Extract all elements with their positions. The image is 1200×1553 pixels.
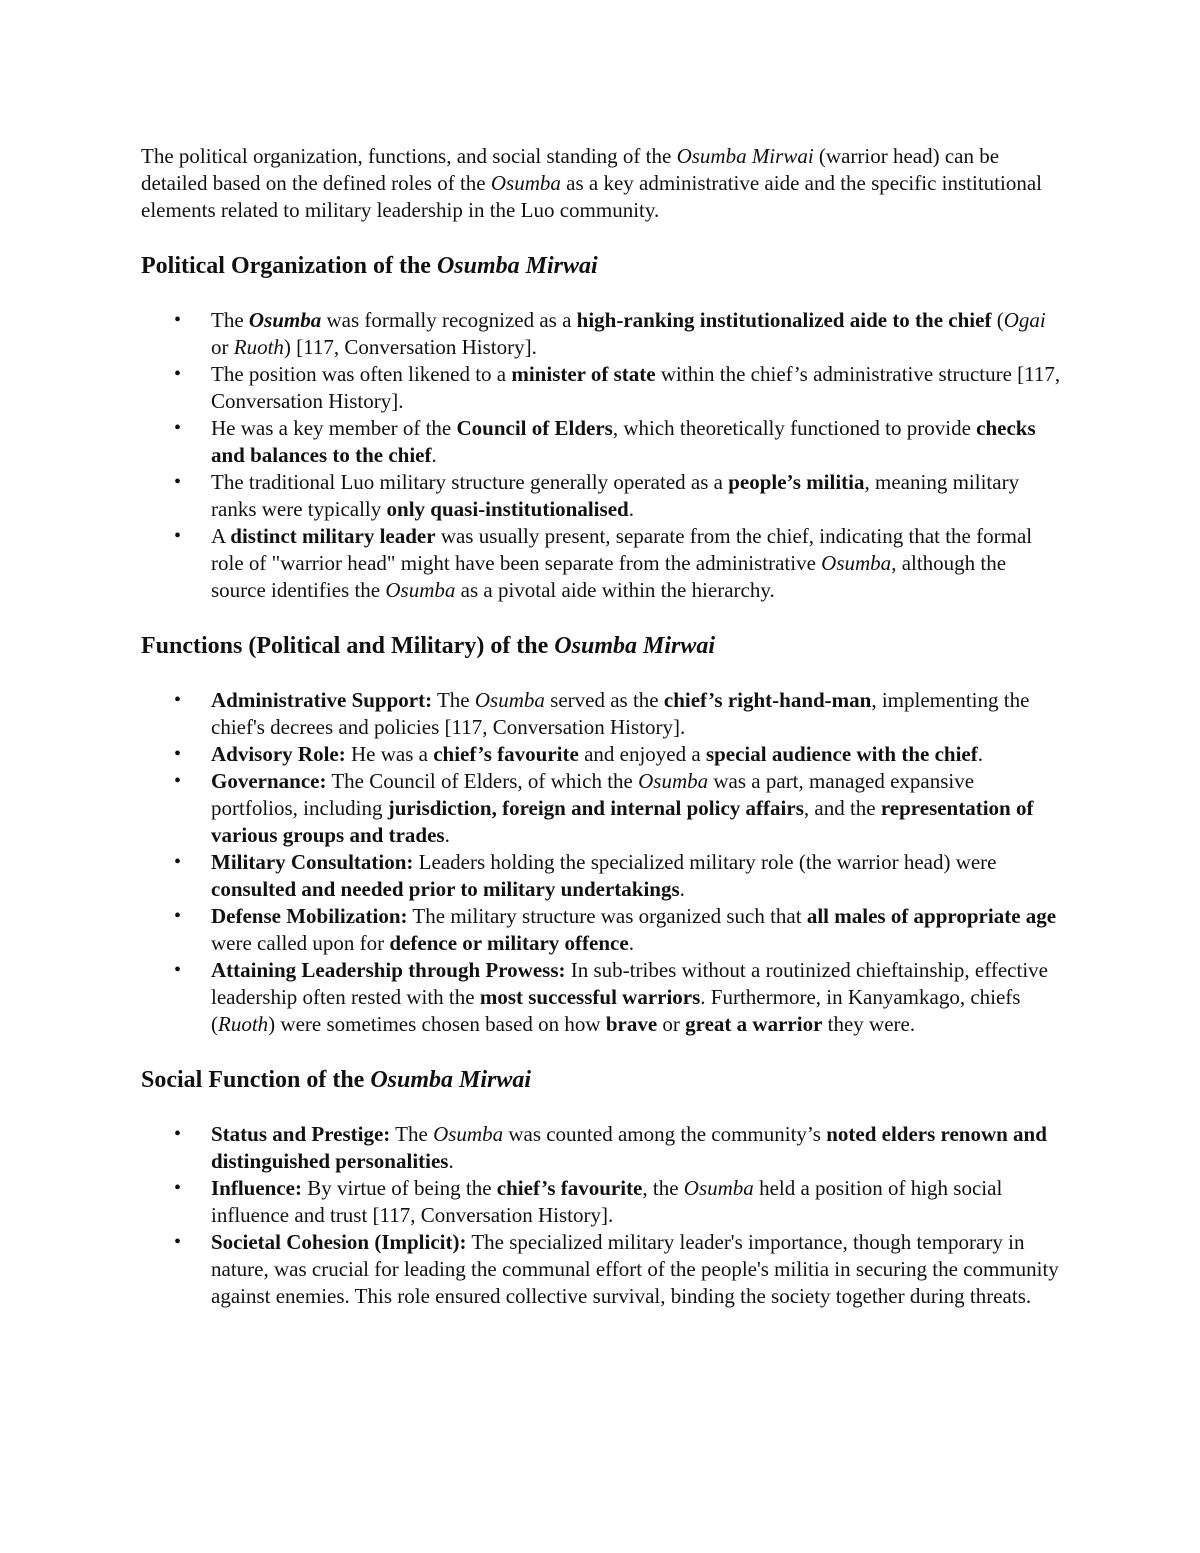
list-item: • Governance: The Council of Elders, of which the Osumba was a part, managed expansive portfolios, including jurisdiction, foreign and internal policy affairs, and the representation of various groups and trades. xyxy=(174,769,1034,847)
bullet-icon: • xyxy=(174,1231,182,1253)
list-item: • He was a key member of the Council of Elders, which theoretically functioned to provide checks and balances to the chief. xyxy=(174,416,1036,467)
bullet-icon: • xyxy=(174,1123,182,1145)
bullet-icon: • xyxy=(174,363,182,385)
bullet-icon: • xyxy=(174,851,182,873)
list-item: • Societal Cohesion (Implicit): The specialized military leader's importance, though temporary in nature, was crucial for leading the communal effort of the people's militia in securing the community against enemies. This role ensured collective survival, binding the society together during threats. xyxy=(174,1230,1059,1308)
bullet-icon: • xyxy=(174,309,182,331)
document-body xyxy=(141,143,1066,1310)
list-item: • The traditional Luo military structure generally operated as a people’s militia, meaning military ranks were typically only quasi-institutionalised. xyxy=(174,470,1020,521)
list-item: • Influence: By virtue of being the chief’s favourite, the Osumba held a position of high social influence and trust [117, Conversation History]. xyxy=(174,1176,1003,1227)
list-item: • The Osumba was formally recognized as a high-ranking institutionalized aide to the chief (Ogai or Ruoth) [117, Conversation History]. xyxy=(174,308,1046,359)
bullet-icon: • xyxy=(174,770,182,792)
section-heading-political-organization: Political Organization of the Osumba Mirwai xyxy=(141,253,598,279)
list-item: • Advisory Role: He was a chief’s favourite and enjoyed a special audience with the chief. xyxy=(174,742,983,766)
bullet-icon: • xyxy=(174,959,182,981)
list-item: • A distinct military leader was usually present, separate from the chief, indicating that the formal role of "warrior head" might have been separate from the administrative Osumba, although the source identifies the Osumba as a pivotal aide within the hierarchy. xyxy=(174,524,1033,602)
bullet-icon: • xyxy=(174,1177,182,1199)
list-item: • Administrative Support: The Osumba served as the chief’s right-hand-man, implementing the chief's decrees and policies [117, Conversation History]. xyxy=(174,688,1030,739)
bullet-list-political-organization xyxy=(141,307,1066,604)
bullet-icon: • xyxy=(174,525,182,547)
bullet-list-functions xyxy=(141,687,1066,1038)
section-heading-social-function: Social Function of the Osumba Mirwai xyxy=(141,1067,532,1093)
bullet-icon: • xyxy=(174,689,182,711)
bullet-icon: • xyxy=(174,417,182,439)
section-heading-functions: Functions (Political and Military) of the Osumba Mirwai xyxy=(141,633,716,659)
list-item: • Attaining Leadership through Prowess: In sub-tribes without a routinized chieftainship, effective leadership often rested with the most successful warriors. Furthermore, in Kanyamkago, chiefs (Ruoth) were sometimes chosen based on how brave or great a warrior they were. xyxy=(174,958,1048,1036)
intro-paragraph: The political organization, functions, and social standing of the Osumba Mirwai (warrior head) can be detailed based on the defined roles of the Osumba as a key administrative aide and the specific institutional elements related to military leadership in the Luo community. xyxy=(141,144,1042,222)
bullet-icon: • xyxy=(174,471,182,493)
list-item: • Military Consultation: Leaders holding the specialized military role (the warrior head) were consulted and needed prior to military undertakings. xyxy=(174,850,997,901)
bullet-list-social-function xyxy=(141,1121,1066,1310)
bullet-icon: • xyxy=(174,905,182,927)
list-item: • Defense Mobilization: The military structure was organized such that all males of appropriate age were called upon for defence or military offence. xyxy=(174,904,1057,955)
list-item: • The position was often likened to a minister of state within the chief’s administrative structure [117, Conversation History]. xyxy=(174,362,1061,413)
bullet-icon: • xyxy=(174,743,182,765)
list-item: • Status and Prestige: The Osumba was counted among the community’s noted elders renown and distinguished personalities. xyxy=(174,1122,1047,1173)
